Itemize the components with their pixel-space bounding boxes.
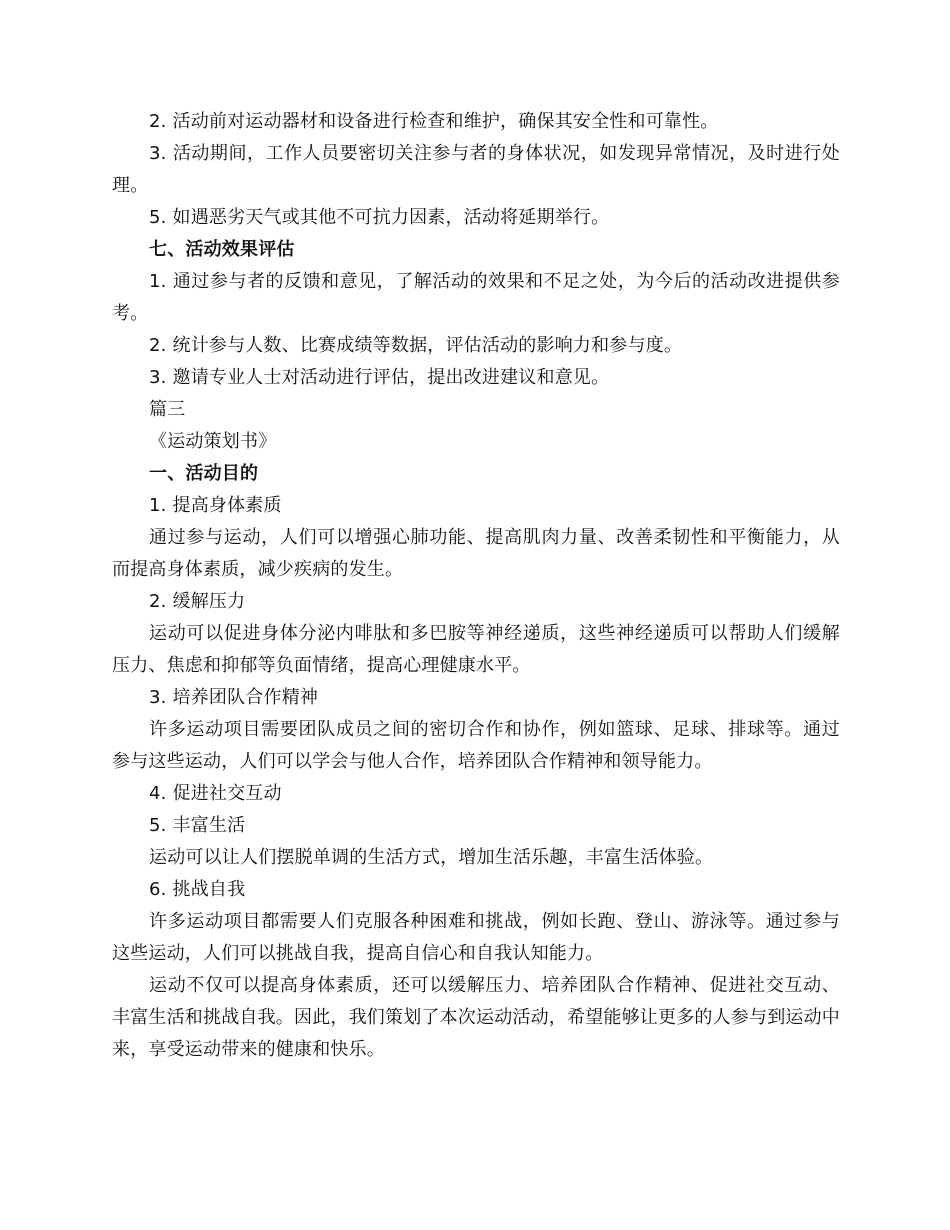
section-heading-evaluation: 七、活动效果评估 [149, 239, 295, 260]
part-label: 篇三 [149, 399, 186, 420]
subheading-teamwork: 3. 培养团队合作精神 [149, 687, 319, 708]
subheading-social-interaction: 4. 促进社交互动 [149, 783, 282, 804]
list-item-weather-postpone: 5. 如遇恶劣天气或其他不可抗力因素，活动将延期举行。 [149, 207, 610, 228]
list-item-equipment-check: 2. 活动前对运动器材和设备进行检查和维护，确保其安全性和可靠性。 [149, 111, 719, 132]
body-text-teamwork: 许多运动项目需要团队成员之间的密切合作和协作，例如篮球、足球、排球等。通过参与这些运动，人们可以学会与他人合作，培养团队合作精神和领导能力。 [112, 719, 840, 772]
list-item-staff-monitoring: 3. 活动期间，工作人员要密切关注参与者的身体状况，如发现异常情况，及时进行处理。 [112, 143, 840, 196]
body-text-stress-relief: 运动可以促进身体分泌内啡肽和多巴胺等神经递质，这些神经递质可以帮助人们缓解压力、焦虑和抑郁等负面情绪，提高心理健康水平。 [112, 623, 840, 676]
document-page [112, 106, 840, 1066]
body-text-summary: 运动不仅可以提高身体素质，还可以缓解压力、培养团队合作精神、促进社交互动、丰富生活和挑战自我。因此，我们策划了本次运动活动，希望能够让更多的人参与到运动中来，享受运动带来的健康和快乐。 [112, 975, 840, 1060]
section-heading-purpose: 一、活动目的 [149, 463, 259, 484]
subheading-enrich-life: 5. 丰富生活 [149, 815, 246, 836]
list-item-feedback: 1. 通过参与者的反馈和意见，了解活动的效果和不足之处，为今后的活动改进提供参考。 [112, 271, 840, 324]
document-title: 《运动策划书》 [149, 431, 277, 452]
subheading-self-challenge: 6. 挑战自我 [149, 879, 246, 900]
body-text-self-challenge: 许多运动项目都需要人们克服各种困难和挑战，例如长跑、登山、游泳等。通过参与这些运动，人们可以挑战自我，提高自信心和自我认知能力。 [112, 911, 840, 964]
body-text-enrich-life: 运动可以让人们摆脱单调的生活方式，增加生活乐趣，丰富生活体验。 [149, 847, 714, 868]
subheading-stress-relief: 2. 缓解压力 [149, 591, 246, 612]
list-item-statistics: 2. 统计参与人数、比赛成绩等数据，评估活动的影响力和参与度。 [149, 335, 683, 356]
subheading-physical-fitness: 1. 提高身体素质 [149, 495, 282, 516]
body-text-physical-fitness: 通过参与运动，人们可以增强心肺功能、提高肌肉力量、改善柔韧性和平衡能力，从而提高身体素质，减少疾病的发生。 [112, 527, 840, 580]
list-item-expert-review: 3. 邀请专业人士对活动进行评估，提出改进建议和意见。 [149, 367, 610, 388]
